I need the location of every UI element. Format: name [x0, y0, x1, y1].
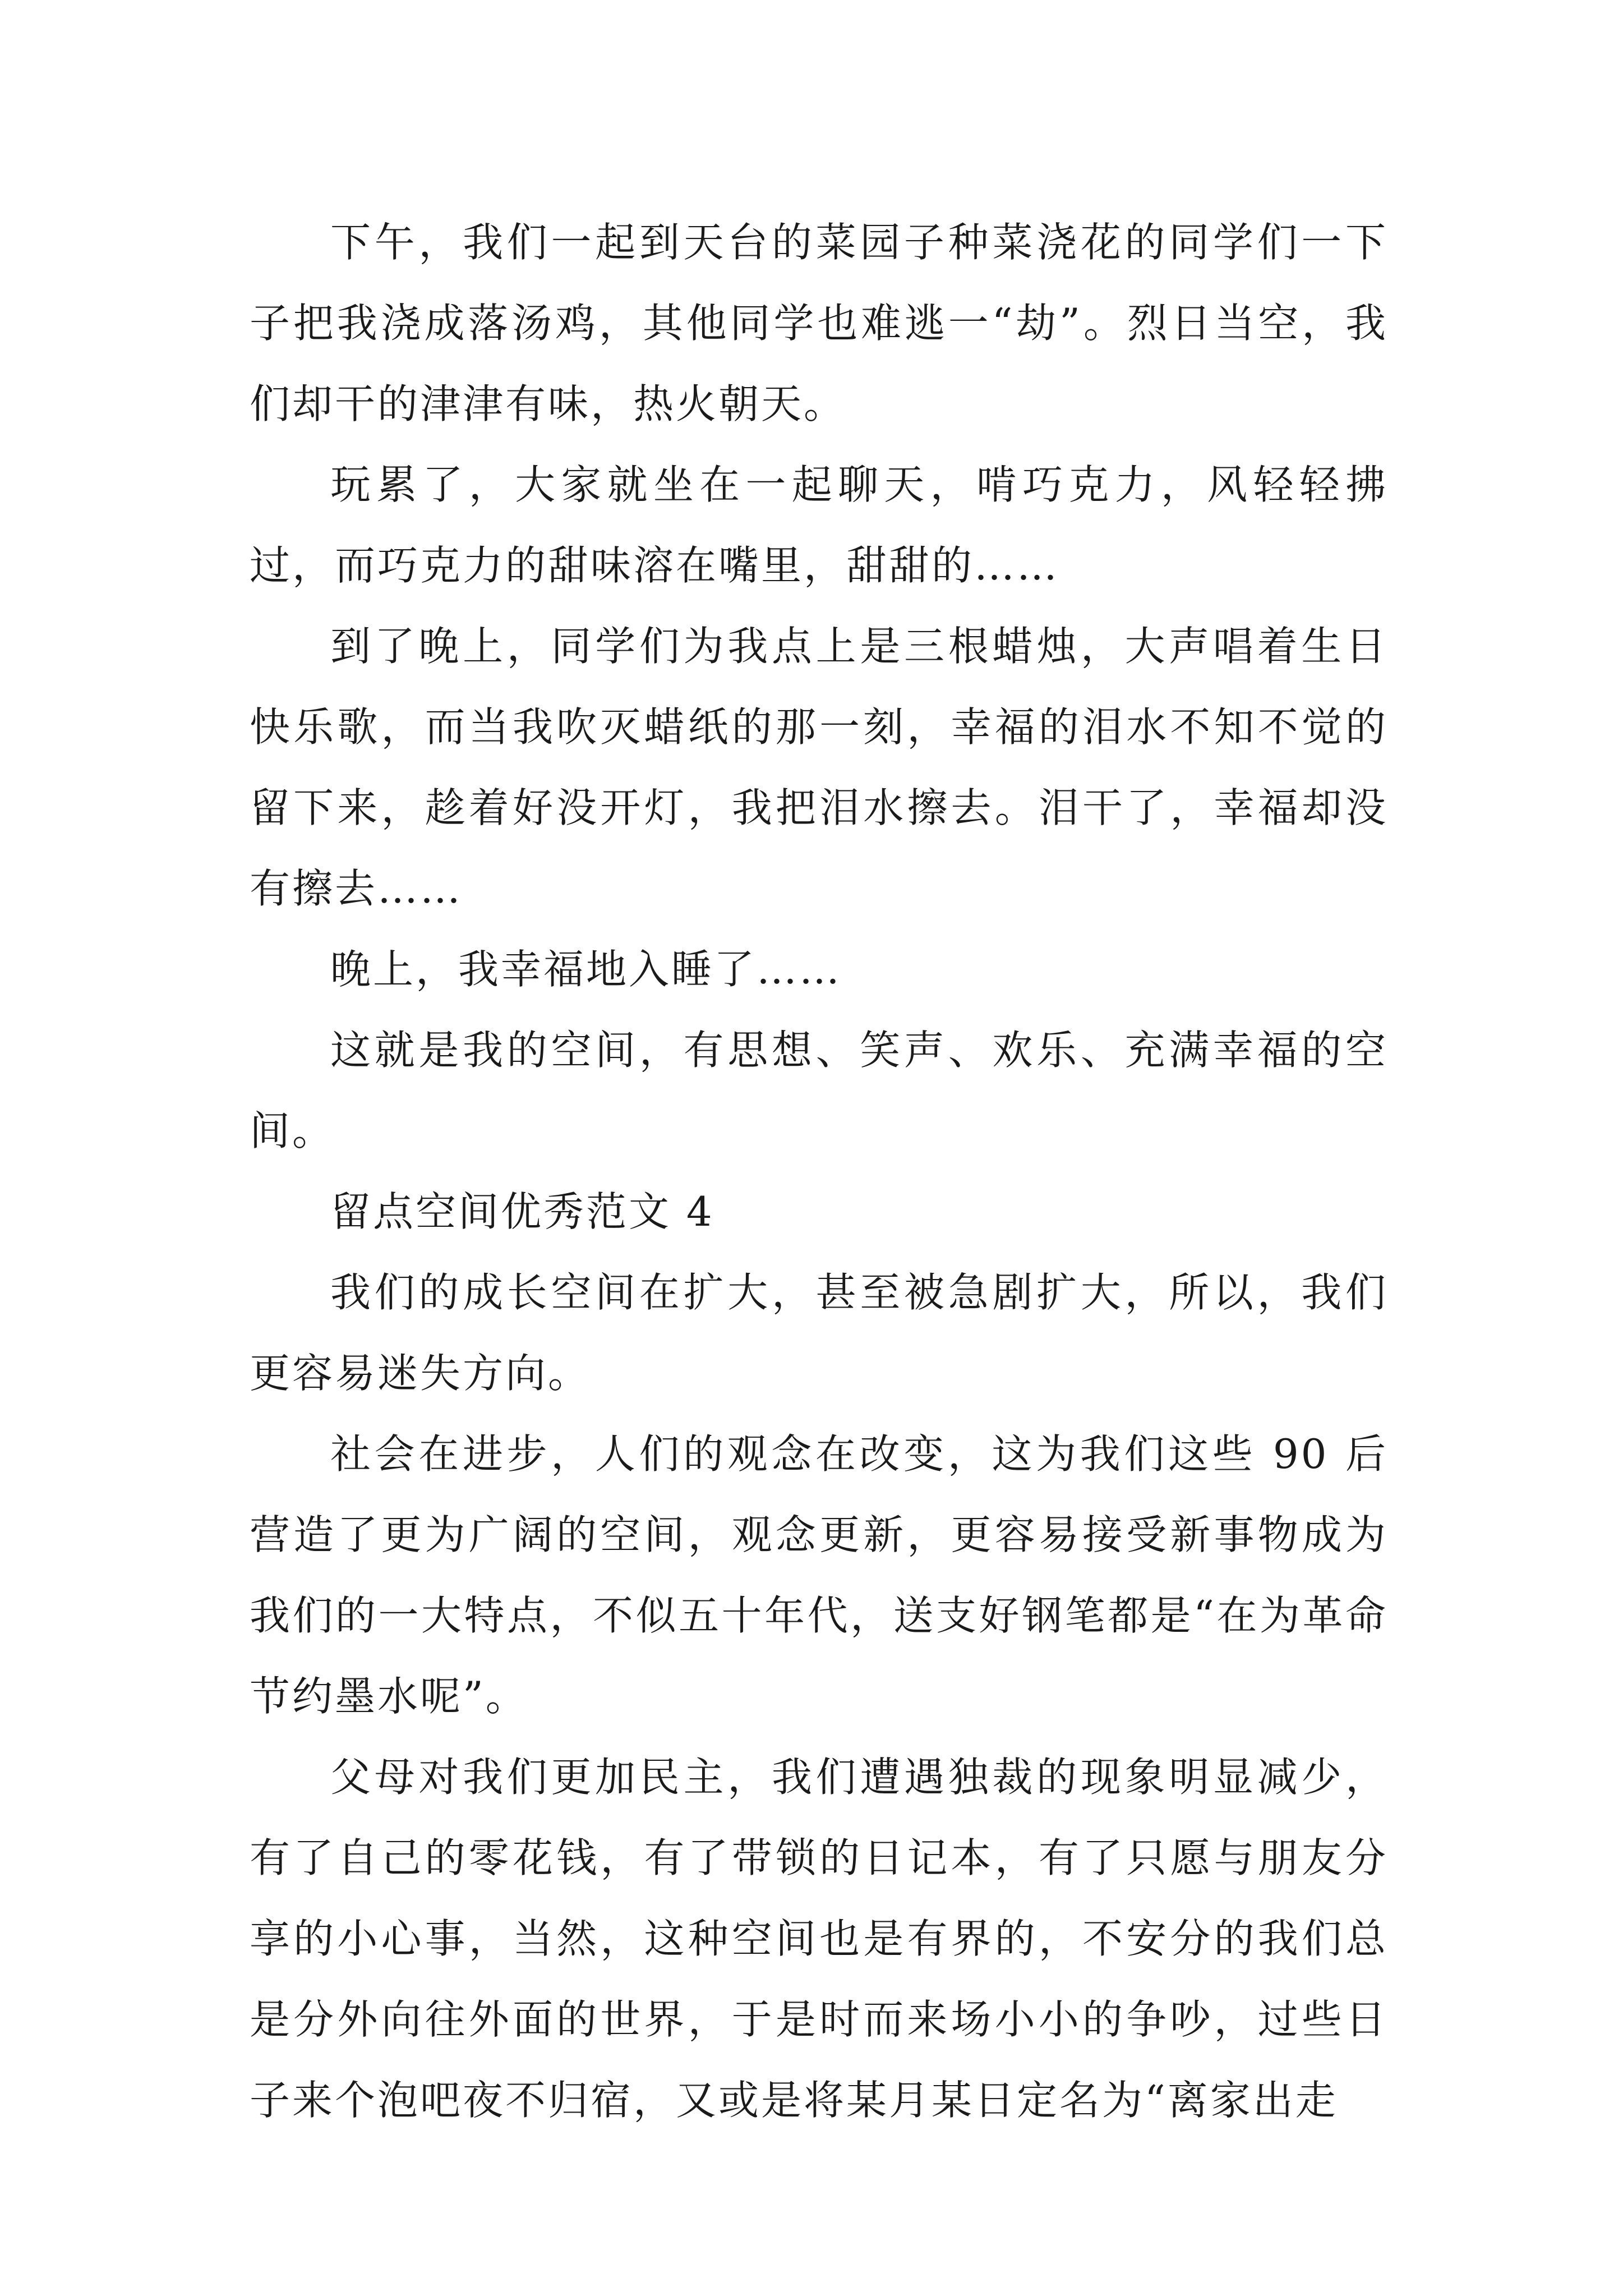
paragraph-4: 晚上，我幸福地入睡了…… — [330, 946, 842, 993]
paragraph-7: 社会在进步，人们的观念在改变，这为我们这些 90 后营造了更为广阔的空间，观念更新，更容易接受新事物成为我们的一大特点，不似五十年代，送支好钢笔都是“在为革命节约墨水呢”。 — [250, 1430, 1388, 1720]
paragraph-3: 到了晚上，同学们为我点上是三根蜡烛，大声唱着生日快乐歌，而当我吹灭蜡纸的那一刻，幸福的泪水不知不觉的留下来，趁着好没开灯，我把泪水擦去。泪干了，幸福却没有擦去…… — [250, 623, 1388, 912]
paragraph-6: 我们的成长空间在扩大，甚至被急剧扩大，所以，我们更容易迷失方向。 — [250, 1269, 1388, 1397]
paragraph-8: 父母对我们更加民主，我们遭遇独裁的现象明显减少，有了自己的零花钱，有了带锁的日记本，有了只愿与朋友分享的小心事，当然，这种空间也是有界的，不安分的我们总是分外向往外面的世界，于是时而来场小小的争吵，过些日子来个泡吧夜不归宿，又或是将某月某日定名为“离家出走 — [250, 1754, 1388, 2124]
paragraph-1: 下午，我们一起到天台的菜园子种菜浇花的同学们一下子把我浇成落汤鸡，其他同学也难逃一“劫”。烈日当空，我们却干的津津有味，热火朝天。 — [250, 219, 1388, 427]
section-heading: 留点空间优秀范文 4 — [330, 1188, 714, 1235]
paragraph-2: 玩累了，大家就坐在一起聊天，啃巧克力，风轻轻拂过，而巧克力的甜味溶在嘴里，甜甜的…… — [250, 461, 1388, 589]
document-body — [250, 202, 1388, 2141]
paragraph-5: 这就是我的空间，有思想、笑声、欢乐、充满幸福的空间。 — [250, 1027, 1388, 1154]
